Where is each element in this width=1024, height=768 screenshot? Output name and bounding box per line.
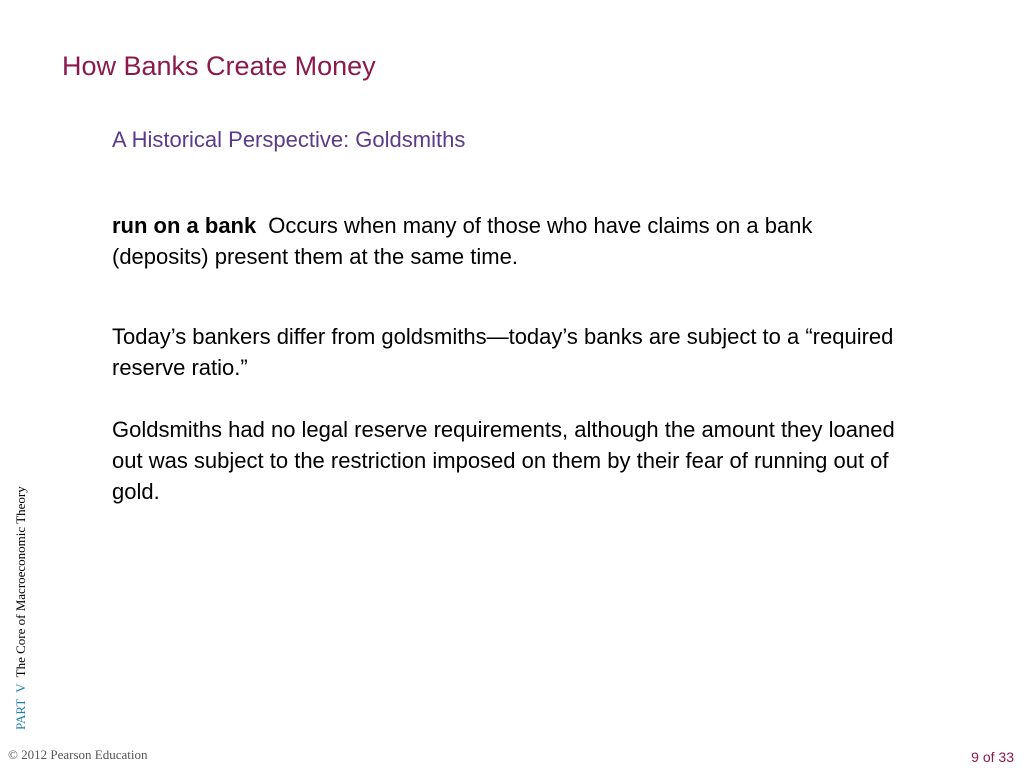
part-sidebar-label <box>13 486 29 730</box>
body-paragraph-2: Goldsmiths had no legal reserve requirements, although the amount they loaned out was subject to the restriction imposed on them by their fear of running out of gold. <box>112 417 895 504</box>
copyright-notice: © 2012 Pearson Education <box>8 747 148 762</box>
part-label: PART <box>13 698 28 730</box>
slide-subtitle: A Historical Perspective: Goldsmiths <box>112 127 466 152</box>
definition-text: Occurs when many of those who have claims on a bank (deposits) present them at the same time. <box>112 213 813 269</box>
body-paragraph-1: Today’s bankers differ from goldsmiths—today’s banks are subject to a “required reserve ratio.” <box>112 324 894 380</box>
definition-term: run on a bank <box>112 213 257 238</box>
part-title: The Core of Macroeconomic Theory <box>13 486 28 678</box>
definition-paragraph <box>112 210 912 272</box>
page-number: 9 of 33 <box>971 749 1014 765</box>
slide-title: How Banks Create Money <box>62 51 376 81</box>
part-number: V <box>13 683 28 693</box>
